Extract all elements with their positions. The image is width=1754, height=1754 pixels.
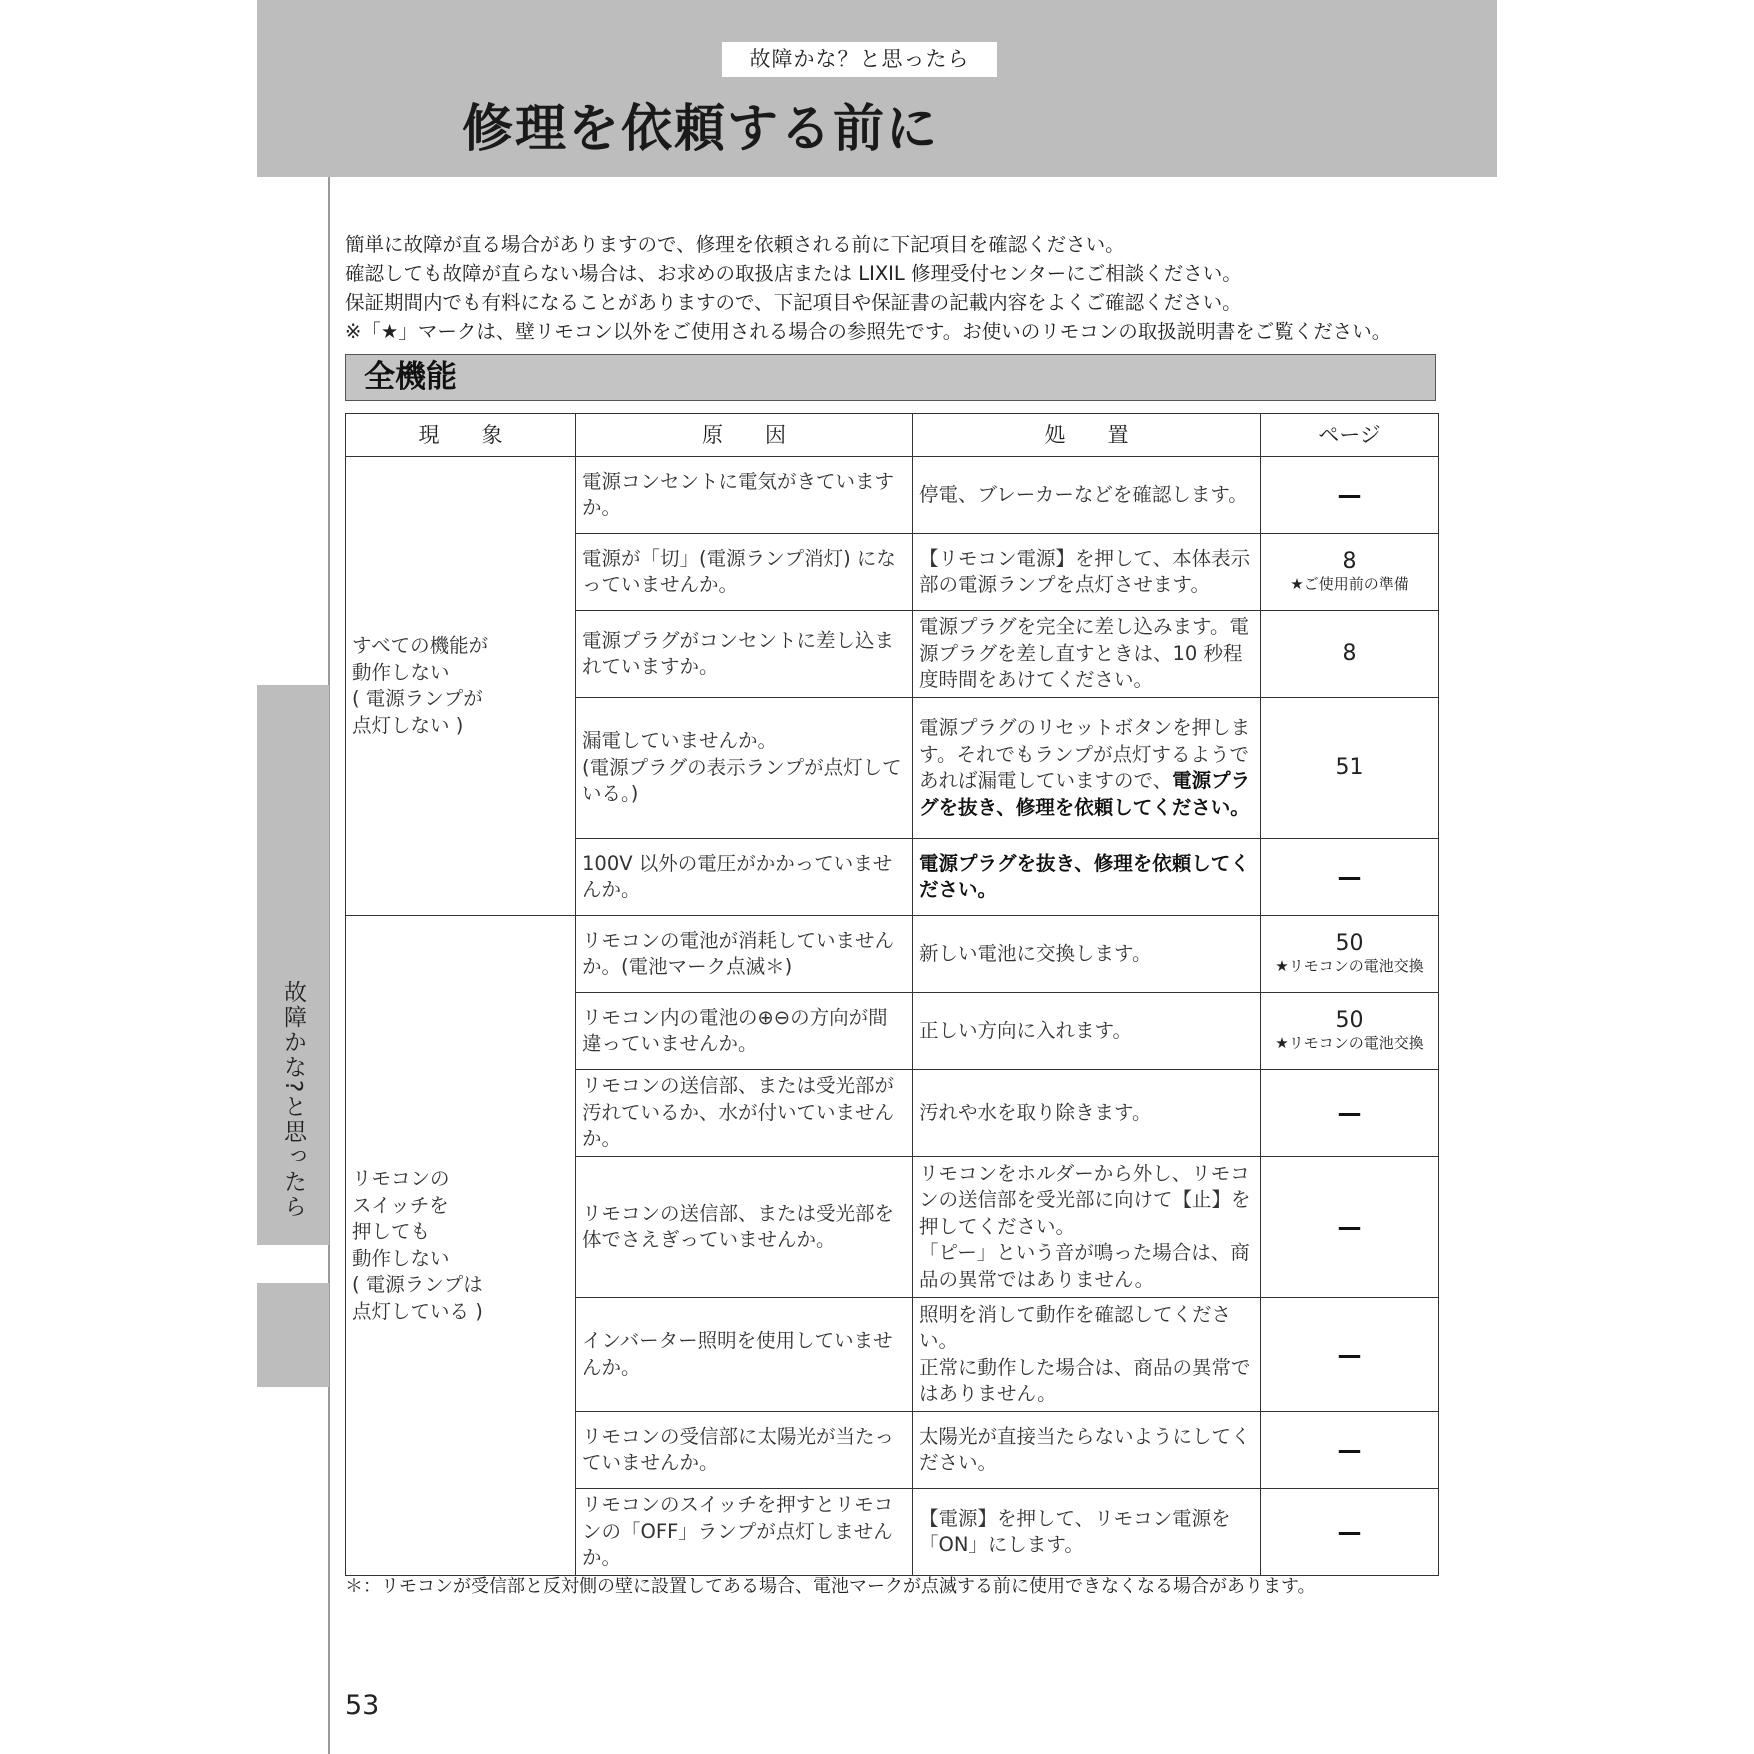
page-dash: — — [1337, 1340, 1362, 1369]
remedy-emphasis: 電源プラグを抜き、修理を依頼してください。 — [919, 851, 1250, 901]
side-tab — [257, 685, 329, 1245]
remedy-text: 電源プラグのリセットボタンを押します。それでもランプが点灯するようであれば漏電していますので、 — [919, 716, 1251, 792]
page-cell — [1261, 839, 1439, 916]
header-remedy: 処 置 — [913, 414, 1261, 457]
cause-text: 電源プラグがコンセントに差し込まれていますか。 — [582, 628, 895, 678]
remedy-text: 新しい電池に交換します。 — [919, 941, 1152, 965]
remedy-text: リモコンをホルダーから外し、リモコンの送信部を受光部に向けて【止】を押してください。 「ピー」という音が鳴った場合は、商品の異常ではありません。 — [919, 1161, 1251, 1291]
cause-text: 漏電していませんか。 (電源プラグの表示ランプが点灯している。) — [582, 729, 902, 806]
header-cause: 原 因 — [576, 414, 913, 457]
cause-cell — [576, 534, 913, 611]
cause-text: 電源が「切」(電源ランプ消灯) になっていませんか。 — [582, 546, 896, 596]
remedy-text: 【リモコン電源】を押して、本体表示部の電源ランプを点灯させます。 — [919, 546, 1251, 596]
page-cell — [1261, 916, 1439, 993]
footnote: ＊：リモコンが受信部と反対側の壁に設置してある場合、電池マークが点滅する前に使用できなくなる場合があります。 — [345, 1576, 1316, 1597]
page-cell — [1261, 1157, 1439, 1298]
cause-text: 電源コンセントに電気がきていますか。 — [582, 469, 895, 519]
cause-cell — [576, 698, 913, 839]
page-dash: — — [1337, 1436, 1362, 1464]
section-heading — [345, 354, 1436, 401]
page-ref-number: 50 — [1335, 1008, 1364, 1033]
page-cell — [1261, 534, 1439, 611]
cause-cell — [576, 1070, 913, 1157]
page-cell — [1261, 1298, 1439, 1412]
remedy-cell — [913, 611, 1261, 698]
remedy-text: 電源プラグを完全に差し込みます。電源プラグを差し直すときは、10 秒程度時間をあけてください。 — [919, 615, 1249, 692]
page-ref-label: ★リモコンの電池交換 — [1275, 957, 1424, 975]
table-body — [346, 457, 1439, 1576]
cause-cell — [576, 1489, 913, 1576]
cause-cell — [576, 1412, 913, 1489]
remedy-cell — [913, 1070, 1261, 1157]
cause-text: インバーター照明を使用していませんか。 — [582, 1329, 893, 1379]
page-dash: — — [1337, 1518, 1362, 1546]
page-cell — [1261, 611, 1439, 698]
intro-text — [345, 230, 1545, 346]
cause-text: 100V 以外の電圧がかかっていませんか。 — [582, 851, 893, 901]
remedy-cell — [913, 993, 1261, 1070]
page-cell — [1261, 1070, 1439, 1157]
page-dash: — — [1337, 481, 1362, 509]
page-cell — [1261, 698, 1439, 839]
section-heading-label: 全機能 — [364, 359, 457, 395]
page-cell — [1261, 1489, 1439, 1576]
cause-cell — [576, 457, 913, 534]
intro-line: 簡単に故障が直る場合がありますので、修理を依頼される前に下記項目を確認ください。 — [345, 233, 1125, 256]
page-ref-number: 51 — [1335, 755, 1364, 780]
cause-text: リモコンの送信部、または受光部を体でさえぎっていませんか。 — [582, 1201, 895, 1251]
page-cell — [1261, 993, 1439, 1070]
header-symptom: 現 象 — [346, 414, 576, 457]
remedy-text: 汚れや水を取り除きます。 — [919, 1100, 1152, 1124]
table-row — [346, 916, 1439, 993]
page-ref-number: 8 — [1342, 549, 1357, 574]
remedy-cell — [913, 1489, 1261, 1576]
cause-text: リモコン内の電池の⊕⊖の方向が間違っていませんか。 — [582, 1005, 888, 1055]
remedy-text: 停電、ブレーカーなどを確認します。 — [919, 482, 1248, 506]
cause-text: リモコンの受信部に太陽光が当たっていませんか。 — [582, 1424, 895, 1474]
remedy-cell — [913, 1298, 1261, 1412]
page-dash: — — [1337, 863, 1362, 891]
symptom-cell — [346, 916, 576, 1576]
page-cell — [1261, 1412, 1439, 1489]
page-number: 53 — [345, 1690, 380, 1721]
remedy-cell — [913, 916, 1261, 993]
cause-cell — [576, 1157, 913, 1298]
page-ref-label: ★ご使用前の準備 — [1290, 575, 1409, 593]
remedy-cell — [913, 534, 1261, 611]
section-tag: 故障かな？と思ったら — [722, 42, 997, 77]
cause-cell — [576, 1298, 913, 1412]
remedy-text: 照明を消して動作を確認してください。 正常に動作した場合は、商品の異常ではありません。 — [919, 1302, 1251, 1405]
remedy-text: 太陽光が直接当たらないようにしてください。 — [919, 1424, 1251, 1474]
symptom-text: すべての機能が 動作しない ( 電源ランプが 点灯しない ) — [352, 634, 489, 737]
symptom-cell — [346, 457, 576, 916]
page-ref-label: ★リモコンの電池交換 — [1275, 1034, 1424, 1052]
page-ref-number: 8 — [1342, 641, 1357, 666]
remedy-text: 正しい方向に入れます。 — [919, 1018, 1132, 1042]
intro-line: 確認しても故障が直らない場合は、お求めの取扱店または LIXIL 修理受付センターにご相談ください。 — [345, 262, 1242, 285]
page-ref-number: 50 — [1335, 931, 1364, 956]
cause-text: リモコンのスイッチを押すとリモコンの「OFF」ランプが点灯しませんか。 — [582, 1493, 894, 1570]
side-tab-label: 故障かな?と思ったら — [280, 980, 306, 1220]
remedy-cell — [913, 698, 1261, 839]
remedy-cell — [913, 1157, 1261, 1298]
remedy-cell — [913, 457, 1261, 534]
cause-text: リモコンの送信部、または受光部が汚れているか、水が付いていませんか。 — [582, 1074, 895, 1151]
remedy-cell — [913, 839, 1261, 916]
table-header-row — [346, 414, 1439, 457]
cause-cell — [576, 611, 913, 698]
page-dash: — — [1337, 1099, 1362, 1127]
table-row — [346, 457, 1439, 534]
header-page: ページ — [1261, 414, 1439, 457]
cause-cell — [576, 916, 913, 993]
page-title: 修理を依頼する前に — [462, 100, 940, 159]
page-dash: — — [1337, 1213, 1362, 1241]
remedy-text: 【電源】を押して、リモコン電源を「ON」にします。 — [919, 1506, 1231, 1556]
cause-text: リモコンの電池が消耗していませんか。(電池マーク点滅＊) — [582, 928, 895, 978]
remedy-cell — [913, 1412, 1261, 1489]
side-tab-lower — [257, 1283, 329, 1387]
remedy-emphasis: 電源プラグを抜き、修理を依頼してください。 — [919, 769, 1251, 819]
cause-cell — [576, 839, 913, 916]
troubleshooting-table — [345, 413, 1439, 1576]
intro-line: ※「★」マークは、壁リモコン以外をご使用される場合の参照先です。お使いのリモコンの取扱説明書をご覧ください。 — [345, 320, 1392, 343]
cause-cell — [576, 993, 913, 1070]
page-cell — [1261, 457, 1439, 534]
intro-line: 保証期間内でも有料になることがありますので、下記項目や保証書の記載内容をよくご確認ください。 — [345, 291, 1242, 314]
symptom-text: リモコンの スイッチを 押しても 動作しない ( 電源ランプは 点灯している ) — [352, 1167, 483, 1323]
